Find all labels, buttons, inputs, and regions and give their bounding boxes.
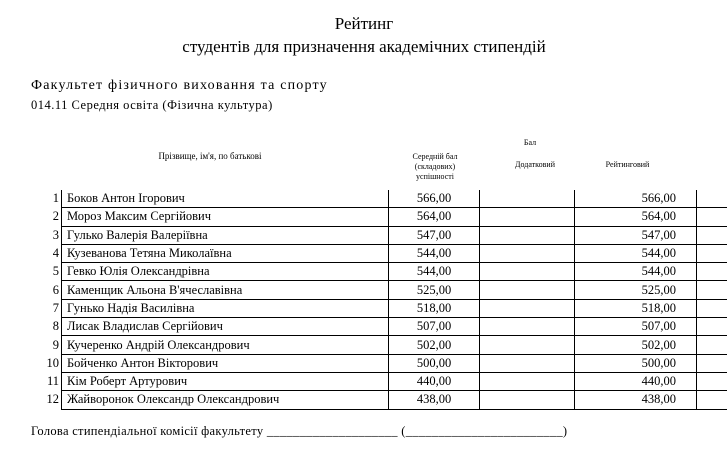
table-row [30,208,727,226]
row-number: 6 [30,281,62,299]
table-row-tail [697,190,728,208]
rating-score: 566,00 [575,190,697,208]
average-score: 438,00 [389,391,480,409]
average-score: 547,00 [389,226,480,244]
student-name: Жайворонок Олександр Олександрович [62,391,389,409]
table-row-tail [697,226,728,244]
row-number: 4 [30,244,62,262]
faculty-name: Факультет фізичного виховання та спорту [31,78,328,93]
table-row [30,244,727,262]
student-name: Кім Роберт Артурович [62,372,389,390]
additional-score [480,190,575,208]
row-number: 2 [30,208,62,226]
rating-score: 500,00 [575,354,697,372]
row-number: 1 [30,190,62,208]
additional-score [480,263,575,281]
table-row-tail [697,208,728,226]
student-name: Бойченко Антон Вікторович [62,354,389,372]
rating-score: 544,00 [575,263,697,281]
student-name: Мороз Максим Сергійович [62,208,389,226]
document-subtitle: студентів для призначення академічних стипендій [182,37,546,56]
rating-score: 544,00 [575,244,697,262]
rating-score: 518,00 [575,299,697,317]
additional-score [480,208,575,226]
student-name: Гевко Юлія Олександрівна [62,263,389,281]
table-row-tail [697,281,728,299]
student-name: Боков Антон Ігорович [62,190,389,208]
average-score: 440,00 [389,372,480,390]
additional-score [480,281,575,299]
rating-table-body [30,190,727,409]
additional-score [480,244,575,262]
row-number: 10 [30,354,62,372]
average-score: 544,00 [389,244,480,262]
average-score: 564,00 [389,208,480,226]
additional-score [480,226,575,244]
table-row [30,318,727,336]
table-row [30,190,727,208]
student-name: Гунько Надія Василівна [62,299,389,317]
table-row-tail [697,299,728,317]
student-name: Лисак Владислав Сергійович [62,318,389,336]
additional-score [480,318,575,336]
table-row-tail [697,372,728,390]
table-row [30,354,727,372]
row-number: 5 [30,263,62,281]
table-row [30,299,727,317]
table-row [30,372,727,390]
table-row-tail [697,318,728,336]
rating-table [30,190,727,410]
table-row [30,263,727,281]
student-name: Гулько Валерія Валеріївна [62,226,389,244]
average-score: 518,00 [389,299,480,317]
header-name: Прізвище, ім'я, по батькові [158,151,262,161]
row-number: 12 [30,391,62,409]
rating-score: 525,00 [575,281,697,299]
row-number: 3 [30,226,62,244]
table-row [30,391,727,409]
rating-score: 440,00 [575,372,697,390]
average-score: 566,00 [389,190,480,208]
header-additional: Додатковий [515,160,555,169]
specialty-name: 014.11 Середня освіта (Фізична культура) [31,98,273,112]
rating-score: 547,00 [575,226,697,244]
student-name: Кучеренко Андрій Олександрович [62,336,389,354]
table-row [30,281,727,299]
table-row-tail [697,354,728,372]
header-rating: Рейтинговий [605,160,650,169]
student-name: Каменщик Альона В'ячеславівна [62,281,389,299]
additional-score [480,336,575,354]
document-title: Рейтинг [334,14,394,33]
additional-score [480,391,575,409]
header-average: Середній бал (складових) успішності [412,152,458,181]
student-name: Кузеванова Тетяна Миколаївна [62,244,389,262]
average-score: 500,00 [389,354,480,372]
table-row-tail [697,391,728,409]
rating-score: 507,00 [575,318,697,336]
row-number: 11 [30,372,62,390]
rating-score: 502,00 [575,336,697,354]
table-row-tail [697,244,728,262]
row-number: 8 [30,318,62,336]
average-score: 525,00 [389,281,480,299]
signature-line: Голова стипендіальної комісії факультету ____________________ (________________________) [31,424,568,438]
additional-score [480,354,575,372]
table-row [30,336,727,354]
rating-score: 564,00 [575,208,697,226]
row-number: 9 [30,336,62,354]
additional-score [480,372,575,390]
average-score: 507,00 [389,318,480,336]
table-row-tail [697,263,728,281]
table-row-tail [697,336,728,354]
header-group-score: Бал [523,138,537,147]
row-number: 7 [30,299,62,317]
average-score: 502,00 [389,336,480,354]
table-row [30,226,727,244]
additional-score [480,299,575,317]
average-score: 544,00 [389,263,480,281]
rating-score: 438,00 [575,391,697,409]
